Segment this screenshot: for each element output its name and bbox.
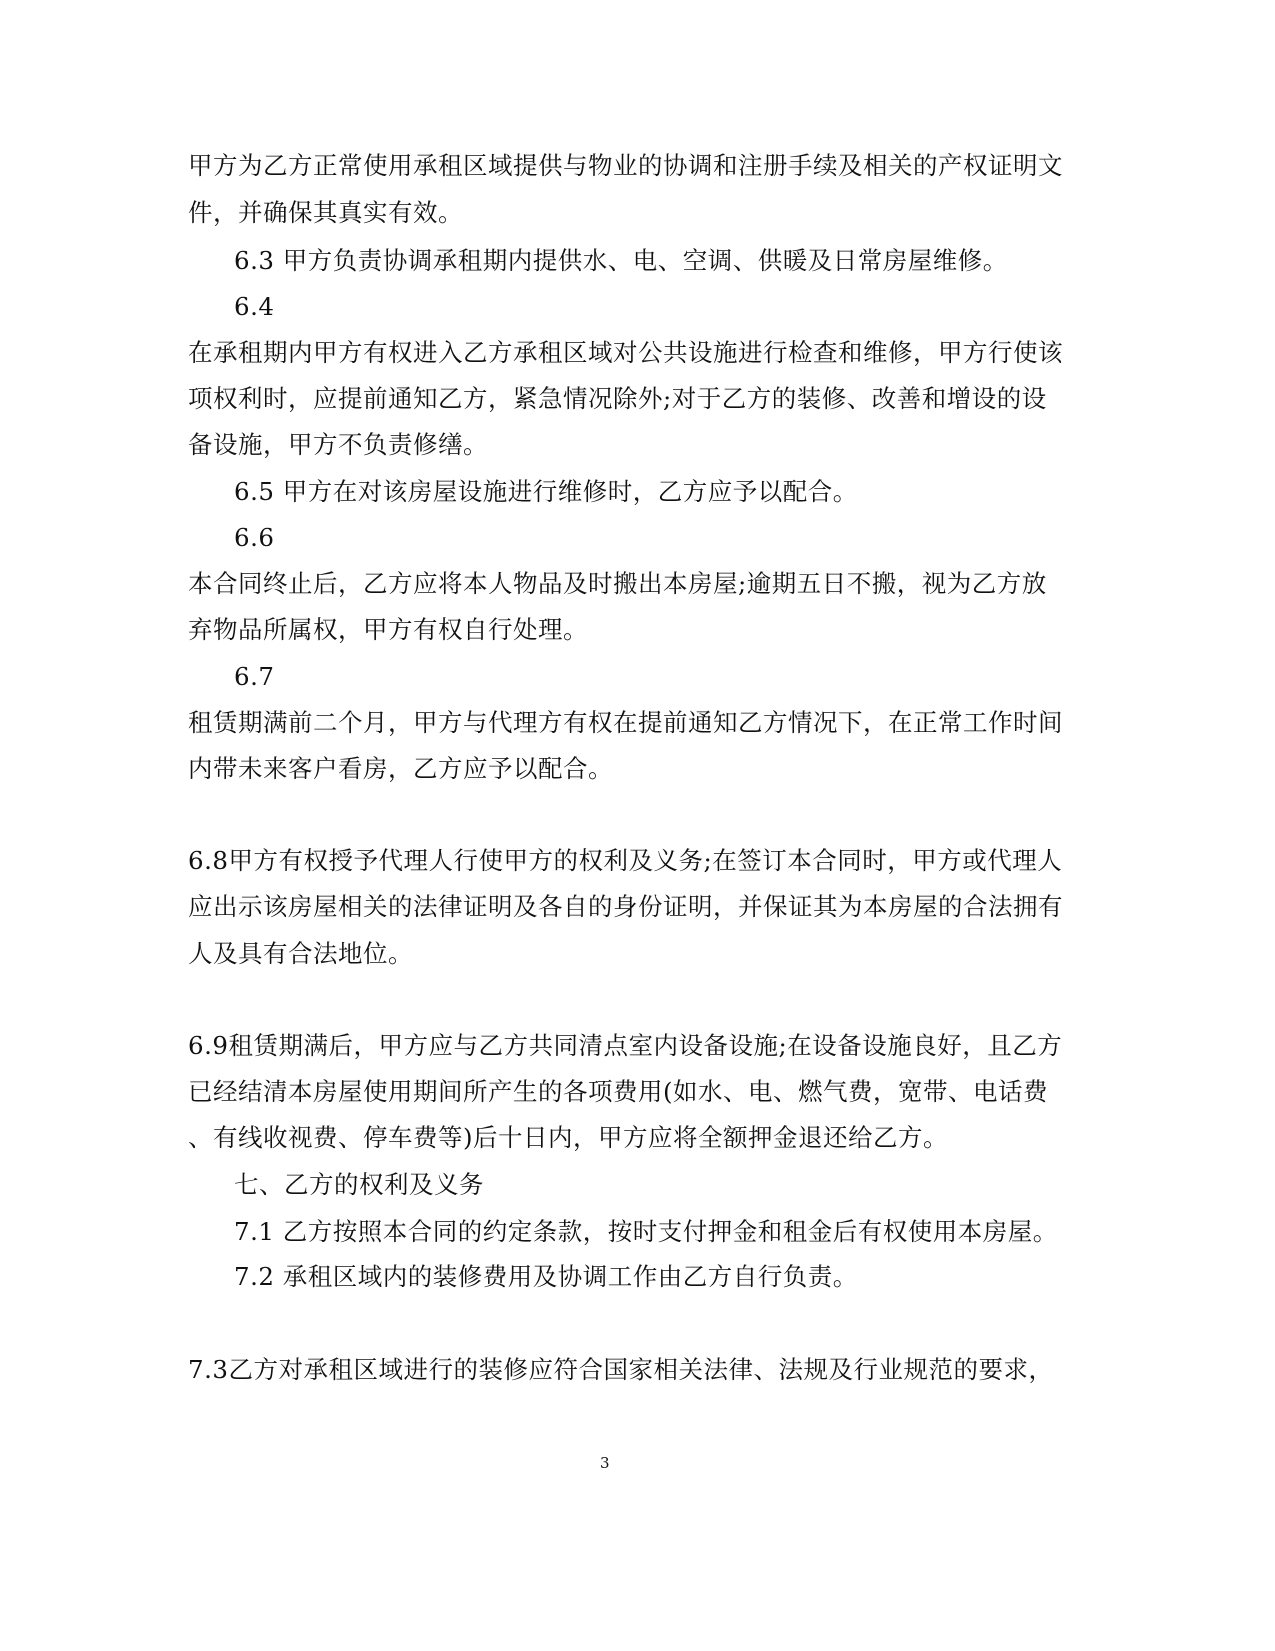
body-text-line: 件，并确保其真实有效。: [188, 198, 463, 227]
clause-6-4-number: 6.4: [234, 292, 275, 321]
section-heading-7: 七、乙方的权利及义务: [234, 1170, 484, 1199]
body-text-line: 人及具有合法地位。: [188, 939, 413, 968]
body-text-line: 备设施，甲方不负责修缮。: [188, 430, 488, 459]
body-text-line: 甲方为乙方正常使用承租区域提供与物业的协调和注册手续及相关的产权证明文: [188, 151, 1063, 180]
clause-7-3: 7.3乙方对承租区域进行的装修应符合国家相关法律、法规及行业规范的要求，: [188, 1355, 1054, 1384]
clause-6-5: 6.5 甲方在对该房屋设施进行维修时，乙方应予以配合。: [234, 477, 858, 506]
body-text-line: 内带未来客户看房，乙方应予以配合。: [188, 754, 613, 783]
clause-7-1: 7.1 乙方按照本合同的约定条款，按时支付押金和租金后有权使用本房屋。: [234, 1217, 1058, 1246]
page-number: 3: [600, 1454, 610, 1472]
body-text-line: 已经结清本房屋使用期间所产生的各项费用(如水、电、燃气费，宽带、电话费: [188, 1077, 1049, 1106]
body-text-line: 项权利时，应提前通知乙方，紧急情况除外;对于乙方的装修、改善和增设的设: [188, 384, 1047, 413]
body-text-line: 、有线收视费、停车费等)后十日内，甲方应将全额押金退还给乙方。: [188, 1123, 949, 1152]
clause-6-7-number: 6.7: [234, 662, 275, 691]
clause-6-6-number: 6.6: [234, 523, 275, 552]
clause-6-9: 6.9租赁期满后，甲方应与乙方共同清点室内设备设施;在设备设施良好，且乙方: [188, 1031, 1063, 1060]
body-text-line: 在承租期内甲方有权进入乙方承租区域对公共设施进行检查和维修，甲方行使该: [188, 338, 1063, 367]
clause-6-3: 6.3 甲方负责协调承租期内提供水、电、空调、供暖及日常房屋维修。: [234, 246, 1008, 275]
body-text-line: 本合同终止后，乙方应将本人物品及时搬出本房屋;逾期五日不搬，视为乙方放: [188, 569, 1047, 598]
body-text-line: 租赁期满前二个月，甲方与代理方有权在提前通知乙方情况下，在正常工作时间: [188, 708, 1063, 737]
body-text-line: 弃物品所属权，甲方有权自行处理。: [188, 615, 588, 644]
clause-6-8: 6.8甲方有权授予代理人行使甲方的权利及义务;在签订本合同时，甲方或代理人: [188, 846, 1063, 875]
body-text-line: 应出示该房屋相关的法律证明及各自的身份证明，并保证其为本房屋的合法拥有: [188, 892, 1063, 921]
clause-7-2: 7.2 承租区域内的装修费用及协调工作由乙方自行负责。: [234, 1262, 858, 1291]
